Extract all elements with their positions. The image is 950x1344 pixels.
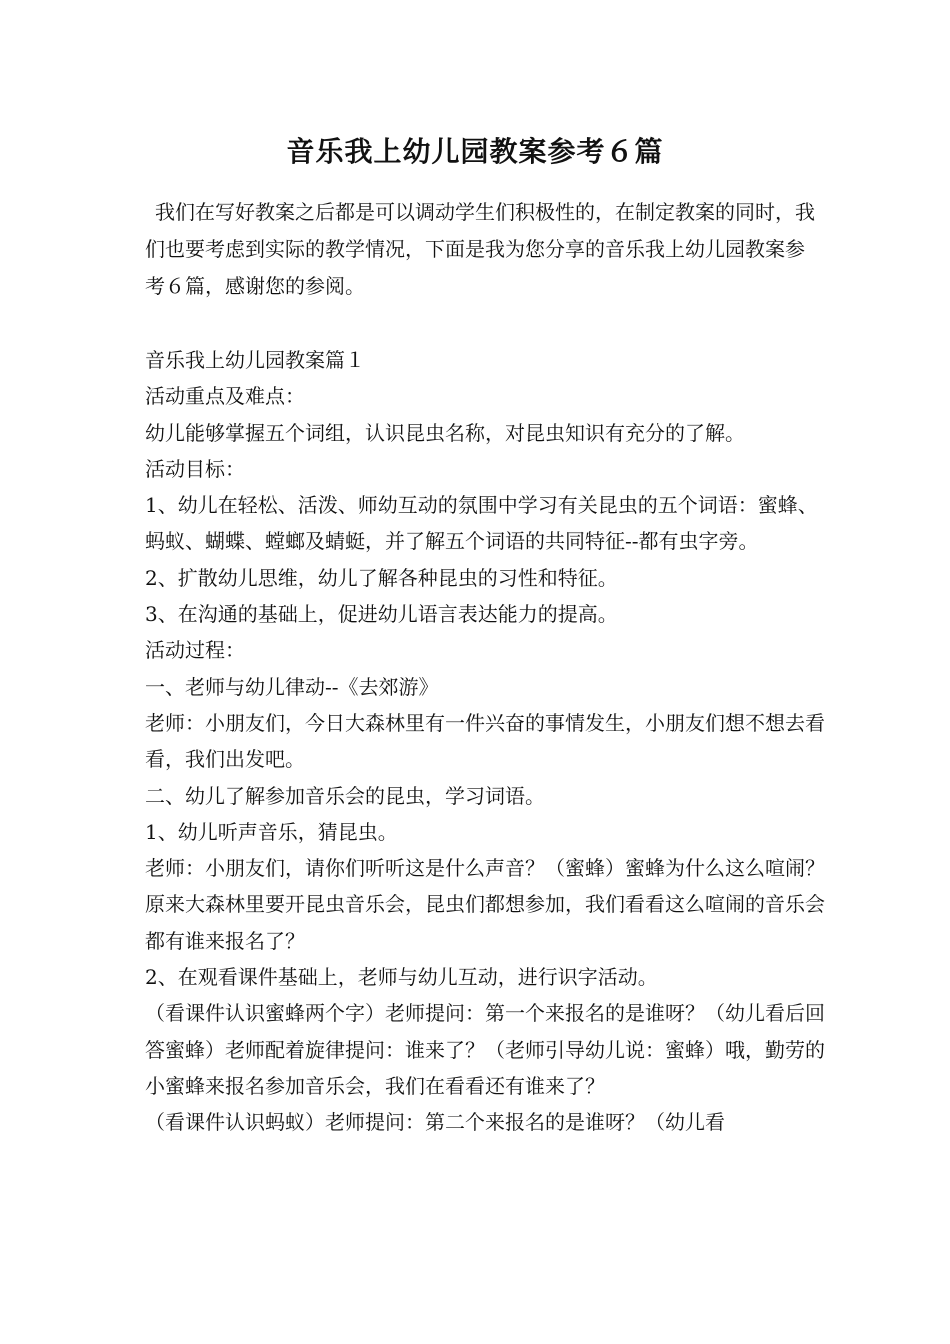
document-body	[145, 342, 825, 1141]
process-step-2: 二、幼儿了解参加音乐会的昆虫，学习词语。	[145, 783, 545, 808]
goal-item-3: 3、在沟通的基础上，促进幼儿语言表达能力的提高。	[145, 602, 618, 627]
goal-item-2: 2、扩散幼儿思维，幼儿了解各种昆虫的习性和特征。	[145, 565, 618, 590]
intro-text: 我们在写好教案之后都是可以调动学生们积极性的，在制定教案的同时，我们也要考虑到实际的教学情况，下面是我为您分享的音乐我上幼儿园教案参考６篇，感谢您的参阅。	[145, 200, 815, 298]
goal-item-1: 1、幼儿在轻松、活泼、师幼互动的氛围中学习有关昆虫的五个词语：蜜蜂、蚂蚁、蝴蝶、螳螂及蜻蜓，并了解五个词语的共同特征--都有虫字旁。	[145, 493, 818, 554]
paragraph: （看课件认识蚂蚁）老师提问：第二个来报名的是谁呀？（幼儿看	[145, 1110, 725, 1135]
subheading-process: 活动过程：	[145, 638, 245, 663]
process-step-1: 一、老师与幼儿律动--《去郊游》	[145, 674, 439, 699]
document-title: 音乐我上幼儿园教案参考６篇	[286, 135, 664, 168]
paragraph: 老师：小朋友们，今日大森林里有一件兴奋的事情发生，小朋友们想不想去看看，我们出发吧。	[145, 710, 825, 772]
sub-step-1: 1、幼儿听声音乐，猜昆虫。	[145, 819, 398, 844]
section-heading: 音乐我上幼儿园教案篇１	[145, 348, 365, 372]
sub-step-2: 2、在观看课件基础上，老师与幼儿互动，进行识字活动。	[145, 965, 658, 990]
paragraph: 老师：小朋友们，请你们听听这是什么声音？（蜜蜂）蜜蜂为什么这么喧闹？原来大森林里要开昆虫音乐会，昆虫们都想参加，我们看看这么喧闹的音乐会都有谁来报名了？	[145, 856, 825, 953]
subheading-goals: 活动目标：	[145, 456, 245, 481]
subheading-key-points: 活动重点及难点：	[145, 384, 305, 409]
intro-paragraph	[145, 194, 815, 305]
paragraph: （看课件认识蜜蜂两个字）老师提问：第一个来报名的是谁呀？（幼儿看后回答蜜蜂）老师配着旋律提问：谁来了？（老师引导幼儿说：蜜蜂）哦，勤劳的小蜜蜂来报名参加音乐会，我们在看看还有谁来了？	[145, 1001, 825, 1098]
paragraph: 幼儿能够掌握五个词组，认识昆虫名称，对昆虫知识有充分的了解。	[145, 420, 745, 445]
